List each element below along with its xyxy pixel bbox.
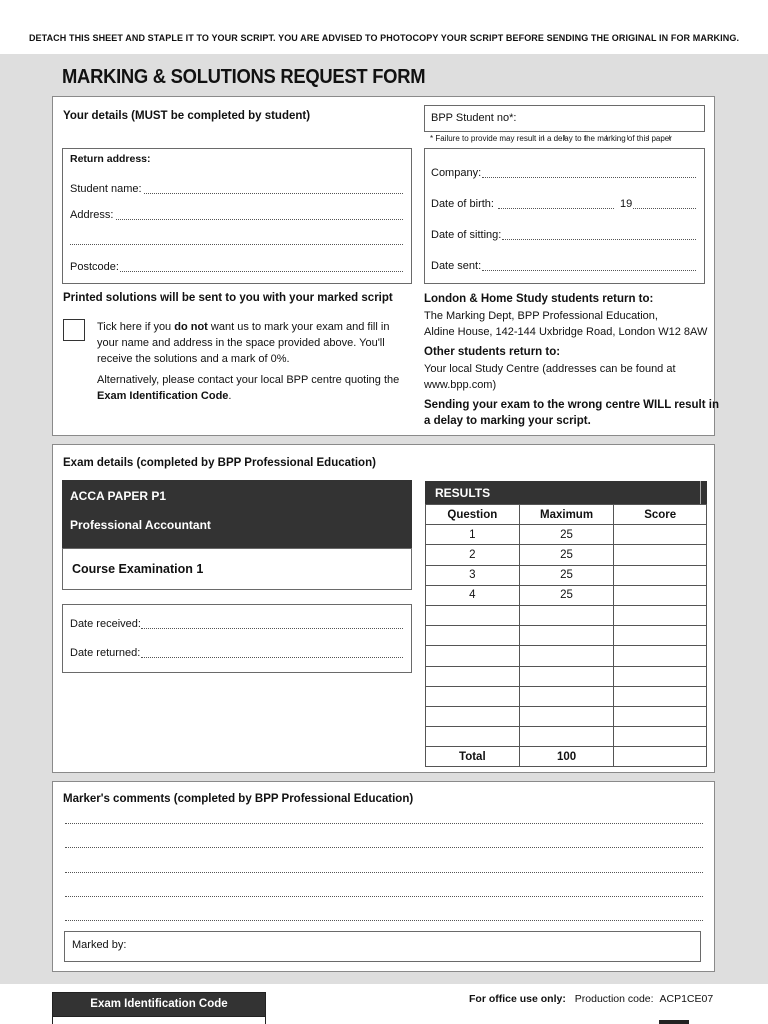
date-of-sitting-label: Date of sitting: bbox=[431, 229, 502, 241]
comment-line-1[interactable] bbox=[65, 823, 703, 824]
alternative-contact-text: Alternatively, please contact your local BPP centre quoting the Exam Identification Code. bbox=[97, 374, 400, 402]
question-cell bbox=[426, 605, 520, 625]
address-field-2[interactable] bbox=[70, 244, 403, 245]
office-use-line bbox=[469, 993, 713, 1005]
exam-id-code-box bbox=[52, 992, 266, 1017]
london-heading: London & Home Study students return to: bbox=[424, 293, 654, 305]
paper-code: ACCA PAPER P1 bbox=[70, 489, 167, 503]
comment-line-3[interactable] bbox=[65, 872, 703, 873]
your-details-heading: Your details (MUST be completed by student) bbox=[63, 110, 311, 122]
results-row bbox=[426, 565, 707, 585]
other-students-line-1: Your local Study Centre (addresses can be found at bbox=[424, 363, 676, 375]
results-header-bar bbox=[425, 481, 707, 504]
results-table bbox=[425, 504, 707, 767]
total-score-cell[interactable] bbox=[614, 747, 707, 767]
score-cell[interactable] bbox=[614, 626, 707, 646]
score-cell[interactable] bbox=[614, 727, 707, 747]
question-cell bbox=[426, 706, 520, 726]
comment-line-5[interactable] bbox=[65, 920, 703, 921]
maximum-cell bbox=[519, 686, 614, 706]
comment-line-2[interactable] bbox=[65, 847, 703, 848]
maximum-cell bbox=[519, 727, 614, 747]
wrong-centre-warning-2: a delay to marking your script. bbox=[424, 415, 591, 427]
postcode-label: Postcode: bbox=[70, 261, 119, 273]
maximum-cell: 25 bbox=[519, 565, 614, 585]
top-strip bbox=[0, 0, 768, 54]
other-students-heading: Other students return to: bbox=[424, 346, 561, 358]
results-row bbox=[426, 706, 707, 726]
results-total-row bbox=[426, 747, 707, 767]
marked-by-label: Marked by: bbox=[72, 939, 127, 951]
form-title: MARKING & SOLUTIONS REQUEST FORM bbox=[62, 66, 426, 88]
date-of-sitting-field[interactable] bbox=[502, 239, 696, 240]
bpp-logo-fragment bbox=[659, 1020, 689, 1024]
student-number-label: BPP Student no*: bbox=[431, 112, 517, 124]
exam-name-box bbox=[62, 548, 412, 590]
exam-id-code-field[interactable] bbox=[52, 1016, 266, 1024]
results-row bbox=[426, 585, 707, 605]
question-cell: 4 bbox=[426, 585, 520, 605]
results-row bbox=[426, 525, 707, 545]
production-code-label: Production code: bbox=[574, 993, 654, 1005]
student-name-label: Student name: bbox=[70, 183, 142, 195]
maximum-cell bbox=[519, 706, 614, 726]
results-row bbox=[426, 727, 707, 747]
question-cell bbox=[426, 727, 520, 747]
maximum-cell bbox=[519, 646, 614, 666]
wrong-centre-warning-1: Sending your exam to the wrong centre WILL result in bbox=[424, 399, 719, 411]
maximum-cell bbox=[519, 626, 614, 646]
comment-line-4[interactable] bbox=[65, 896, 703, 897]
date-sent-field[interactable] bbox=[482, 270, 696, 271]
dob-field[interactable] bbox=[498, 208, 614, 209]
date-sent-label: Date sent: bbox=[431, 260, 482, 272]
results-row bbox=[426, 666, 707, 686]
question-cell bbox=[426, 646, 520, 666]
score-cell[interactable] bbox=[614, 585, 707, 605]
maximum-cell bbox=[519, 605, 614, 625]
score-cell[interactable] bbox=[614, 565, 707, 585]
results-row bbox=[426, 605, 707, 625]
results-row bbox=[426, 545, 707, 565]
return-address-label: Return address: bbox=[70, 153, 151, 165]
exam-id-code-label: Exam Identification Code bbox=[90, 998, 228, 1010]
question-cell: 3 bbox=[426, 565, 520, 585]
score-cell[interactable] bbox=[614, 686, 707, 706]
production-code: ACP1CE07 bbox=[659, 993, 714, 1005]
maximum-cell: 25 bbox=[519, 545, 614, 565]
question-cell bbox=[426, 666, 520, 686]
question-cell bbox=[426, 686, 520, 706]
printed-solutions-heading: Printed solutions will be sent to you with your marked script bbox=[63, 292, 393, 304]
date-received-field[interactable] bbox=[141, 628, 403, 629]
total-label: Total bbox=[426, 747, 520, 767]
dob-year-prefix: 19 bbox=[620, 198, 633, 210]
score-cell[interactable] bbox=[614, 666, 707, 686]
paper-info-box bbox=[62, 480, 412, 549]
date-received-label: Date received: bbox=[70, 618, 141, 630]
results-row bbox=[426, 686, 707, 706]
exam-name: Course Examination 1 bbox=[72, 562, 204, 576]
score-cell[interactable] bbox=[614, 525, 707, 545]
date-returned-field[interactable] bbox=[141, 657, 403, 658]
detach-instruction: DETACH THIS SHEET AND STAPLE IT TO YOUR SCRIPT. YOU ARE ADVISED TO PHOTOCOPY YOUR SCRIPT BEFORE SENDING THE ORIGINAL IN FOR MARKING. bbox=[28, 33, 740, 43]
dates-box bbox=[62, 604, 412, 673]
markers-comments-heading: Marker's comments (completed by BPP Professional Education) bbox=[63, 793, 414, 805]
postcode-field[interactable] bbox=[120, 271, 403, 272]
dob-label: Date of birth: bbox=[431, 198, 494, 210]
results-row bbox=[426, 646, 707, 666]
question-cell bbox=[426, 626, 520, 646]
london-address-line-1: The Marking Dept, BPP Professional Education, bbox=[424, 310, 658, 322]
exam-details-heading: Exam details (completed by BPP Professional Education) bbox=[63, 457, 376, 469]
address-label: Address: bbox=[70, 209, 114, 221]
company-label: Company: bbox=[431, 167, 482, 179]
column-header: Score bbox=[614, 505, 707, 525]
results-row bbox=[426, 626, 707, 646]
score-cell[interactable] bbox=[614, 646, 707, 666]
question-cell: 1 bbox=[426, 525, 520, 545]
results-header-row bbox=[426, 505, 707, 525]
score-cell[interactable] bbox=[614, 605, 707, 625]
results-table-wrapper bbox=[425, 504, 707, 767]
company-field[interactable] bbox=[482, 177, 696, 178]
other-students-line-2: www.bpp.com) bbox=[424, 379, 497, 391]
london-address-line-2: Aldine House, 142-144 Uxbridge Road, London W12 8AW bbox=[424, 326, 708, 338]
score-cell[interactable] bbox=[614, 545, 707, 565]
do-not-mark-checkbox[interactable] bbox=[63, 319, 85, 341]
date-returned-label: Date returned: bbox=[70, 647, 141, 659]
office-use-label: For office use only: bbox=[469, 993, 566, 1005]
maximum-cell: 25 bbox=[519, 525, 614, 545]
student-name-field[interactable] bbox=[144, 193, 403, 194]
score-cell[interactable] bbox=[614, 706, 707, 726]
column-header: Question bbox=[426, 505, 520, 525]
results-title: RESULTS bbox=[435, 486, 491, 500]
paper-name: Professional Accountant bbox=[70, 518, 211, 532]
column-header: Maximum bbox=[519, 505, 614, 525]
student-number-note: * Failure to provide may result in a delay to the marking of this paper bbox=[430, 134, 672, 143]
do-not-mark-text: Tick here if you do not want us to mark your exam and fill in your name and address in the space provided above. You'll receive the solutions and a mark of 0%. bbox=[97, 321, 390, 365]
address-field-1[interactable] bbox=[116, 219, 403, 220]
question-cell: 2 bbox=[426, 545, 520, 565]
dob-year-field[interactable] bbox=[633, 208, 696, 209]
maximum-cell: 25 bbox=[519, 585, 614, 605]
marked-by-box[interactable] bbox=[64, 931, 701, 962]
student-number-box[interactable] bbox=[424, 105, 705, 132]
total-value: 100 bbox=[519, 747, 614, 767]
maximum-cell bbox=[519, 666, 614, 686]
